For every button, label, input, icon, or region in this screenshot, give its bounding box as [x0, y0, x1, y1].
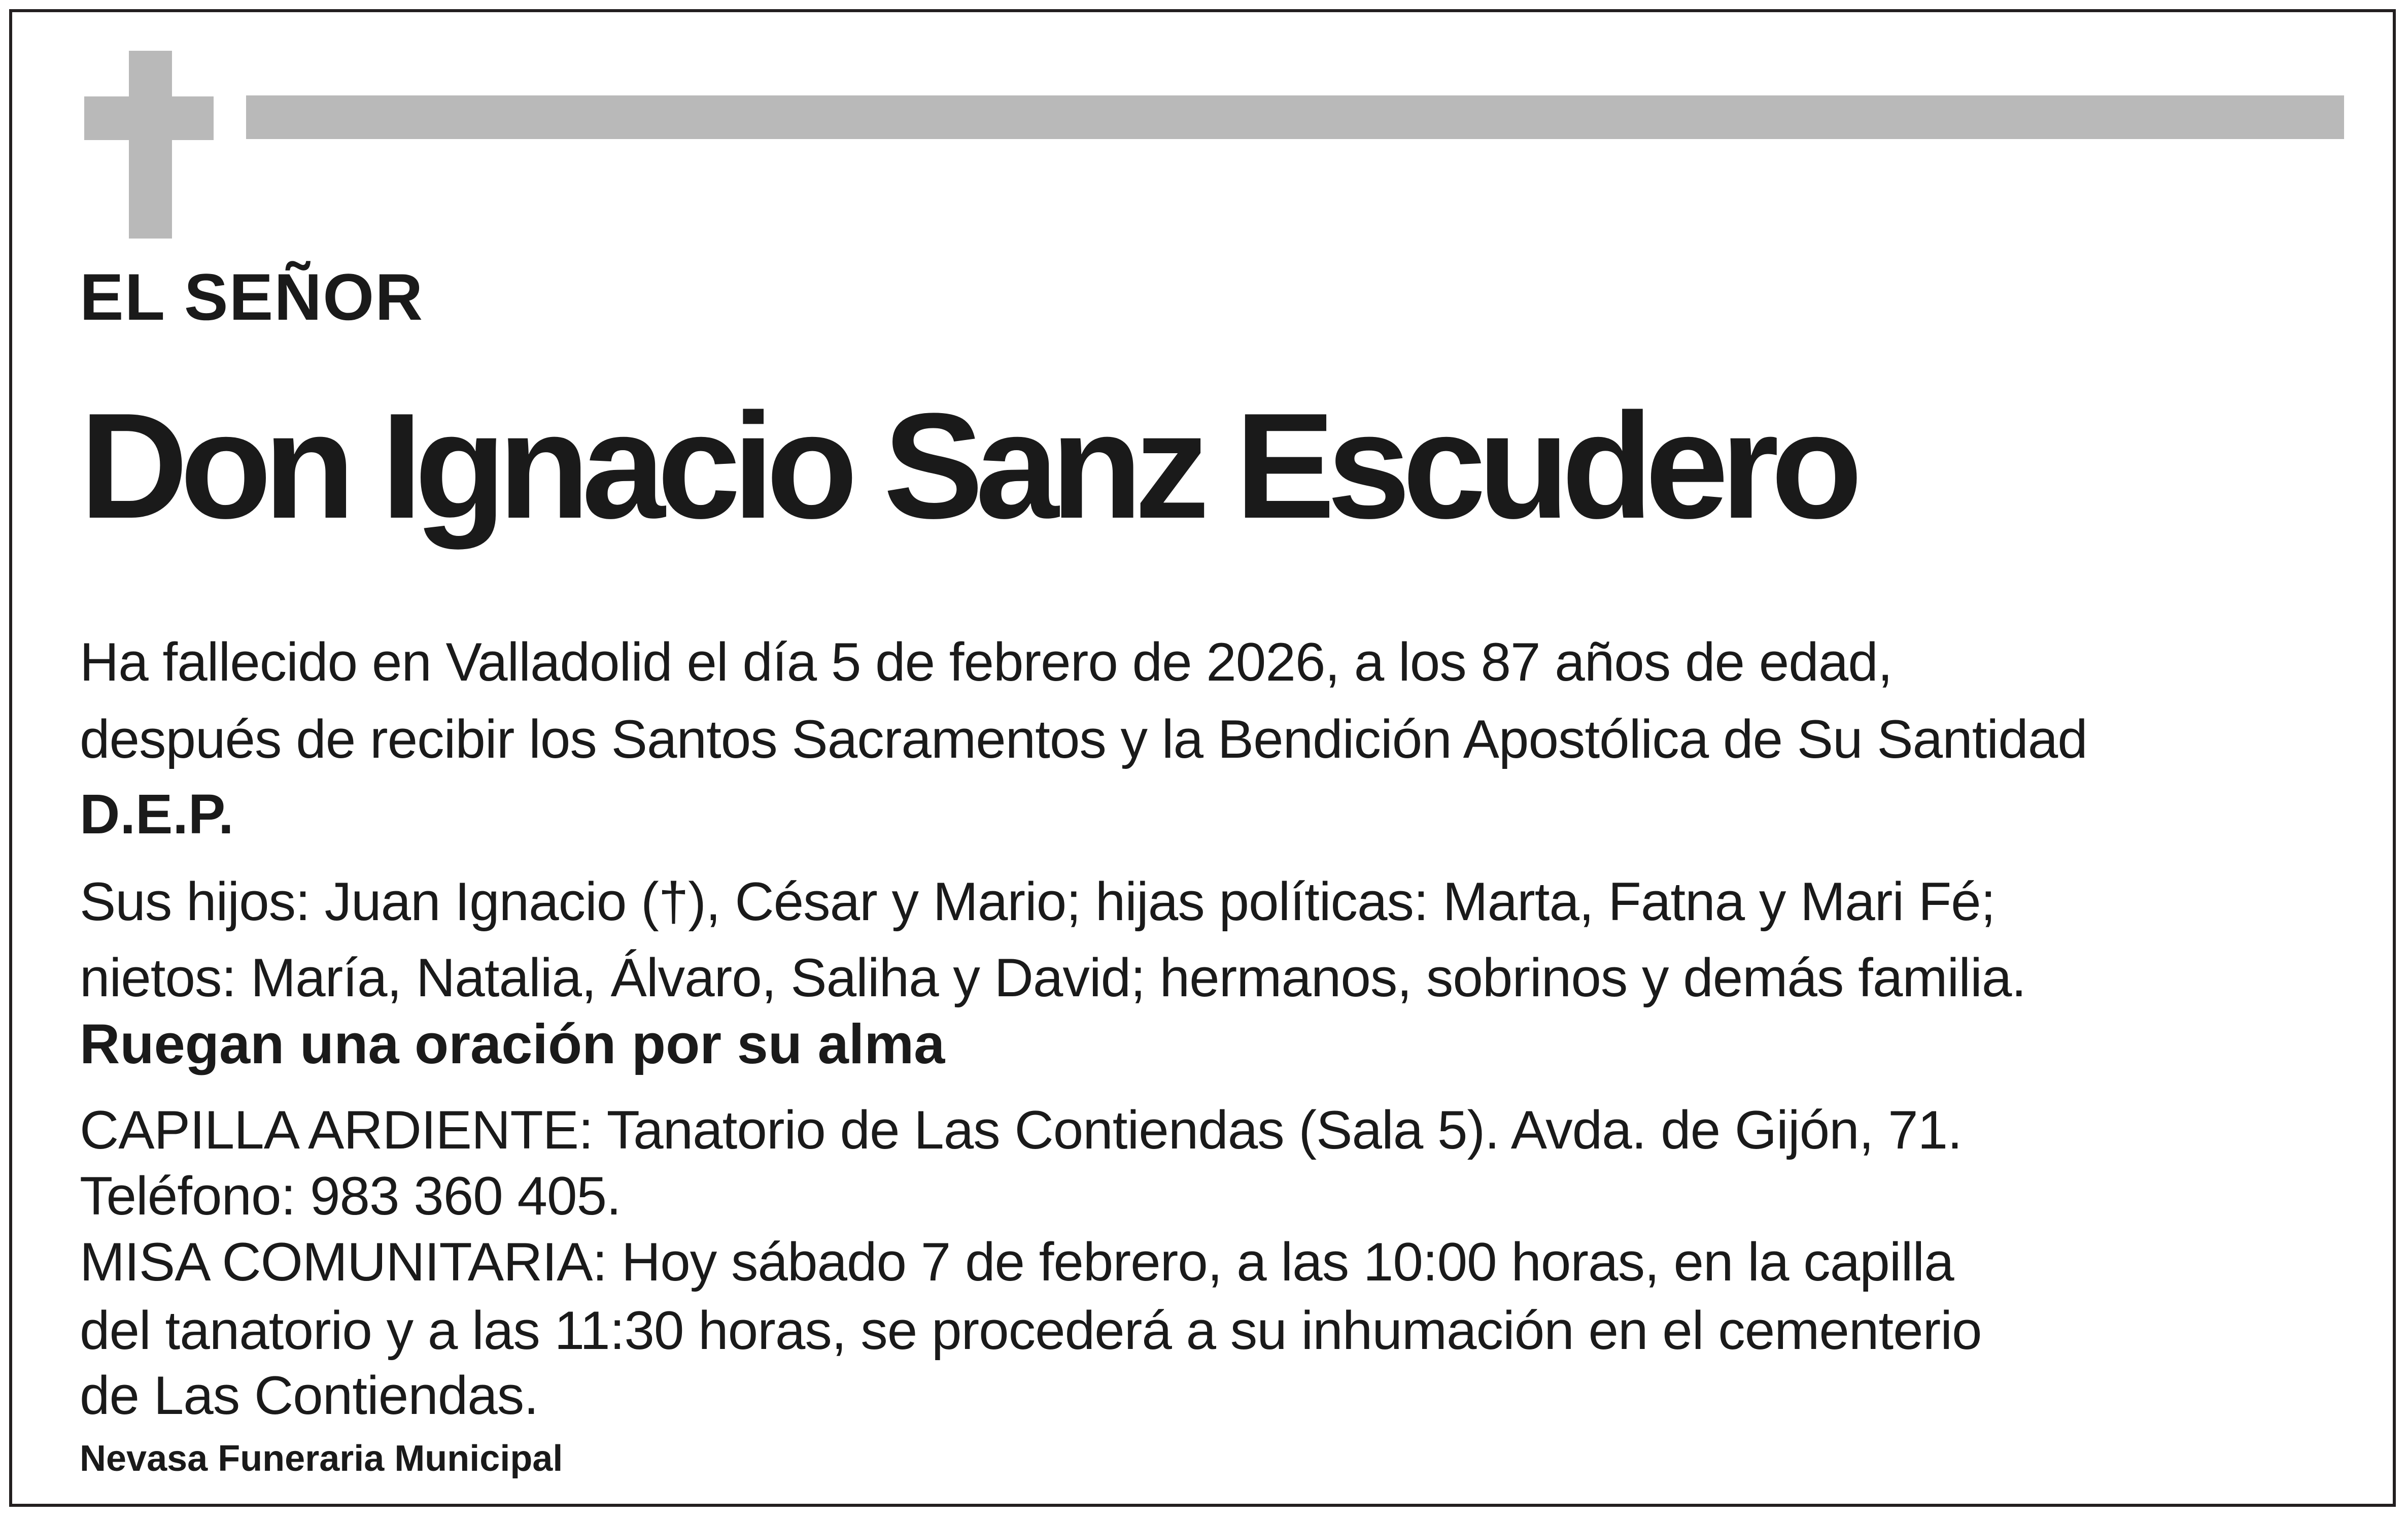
honorific: EL SEÑOR: [80, 260, 424, 334]
funeral-home-credit: Nevasa Funeraria Municipal: [80, 1438, 563, 1479]
death-announcement-line: Ha fallecido en Valladolid el día 5 de febrero de 2026, a los 87 años de edad,: [80, 631, 1893, 692]
family-line: Sus hijos: Juan Ignacio (†), César y Mario; hijas políticas: Marta, Fatna y Mari Fé;: [80, 871, 1996, 932]
rip-label: D.E.P.: [80, 783, 234, 846]
mass-info-line: MISA COMUNITARIA: Hoy sábado 7 de febrero, a las 10:00 horas, en la capilla: [80, 1231, 1954, 1292]
cross-horizontal-bar: [84, 96, 214, 140]
family-line: nietos: María, Natalia, Álvaro, Saliha y David; hermanos, sobrinos y demás familia.: [80, 947, 2026, 1008]
mass-info-line: de Las Contiendas.: [80, 1365, 539, 1426]
header-rule: [246, 95, 2344, 139]
deceased-name: Don Ignacio Sanz Escudero: [80, 382, 1855, 550]
chapel-info-line: CAPILLA ARDIENTE: Tanatorio de Las Contiendas (Sala 5). Avda. de Gijón, 71.: [80, 1099, 1962, 1160]
chapel-phone-line: Teléfono: 983 360 405.: [80, 1165, 621, 1226]
death-announcement-line: después de recibir los Santos Sacramentos y la Bendición Apostólica de Su Santidad: [80, 708, 2087, 769]
prayer-request: Ruegan una oración por su alma: [80, 1013, 945, 1075]
cross-vertical-bar: [129, 51, 172, 239]
mass-info-line: del tanatorio y a las 11:30 horas, se procederá a su inhumación en el cementerio: [80, 1300, 1982, 1361]
